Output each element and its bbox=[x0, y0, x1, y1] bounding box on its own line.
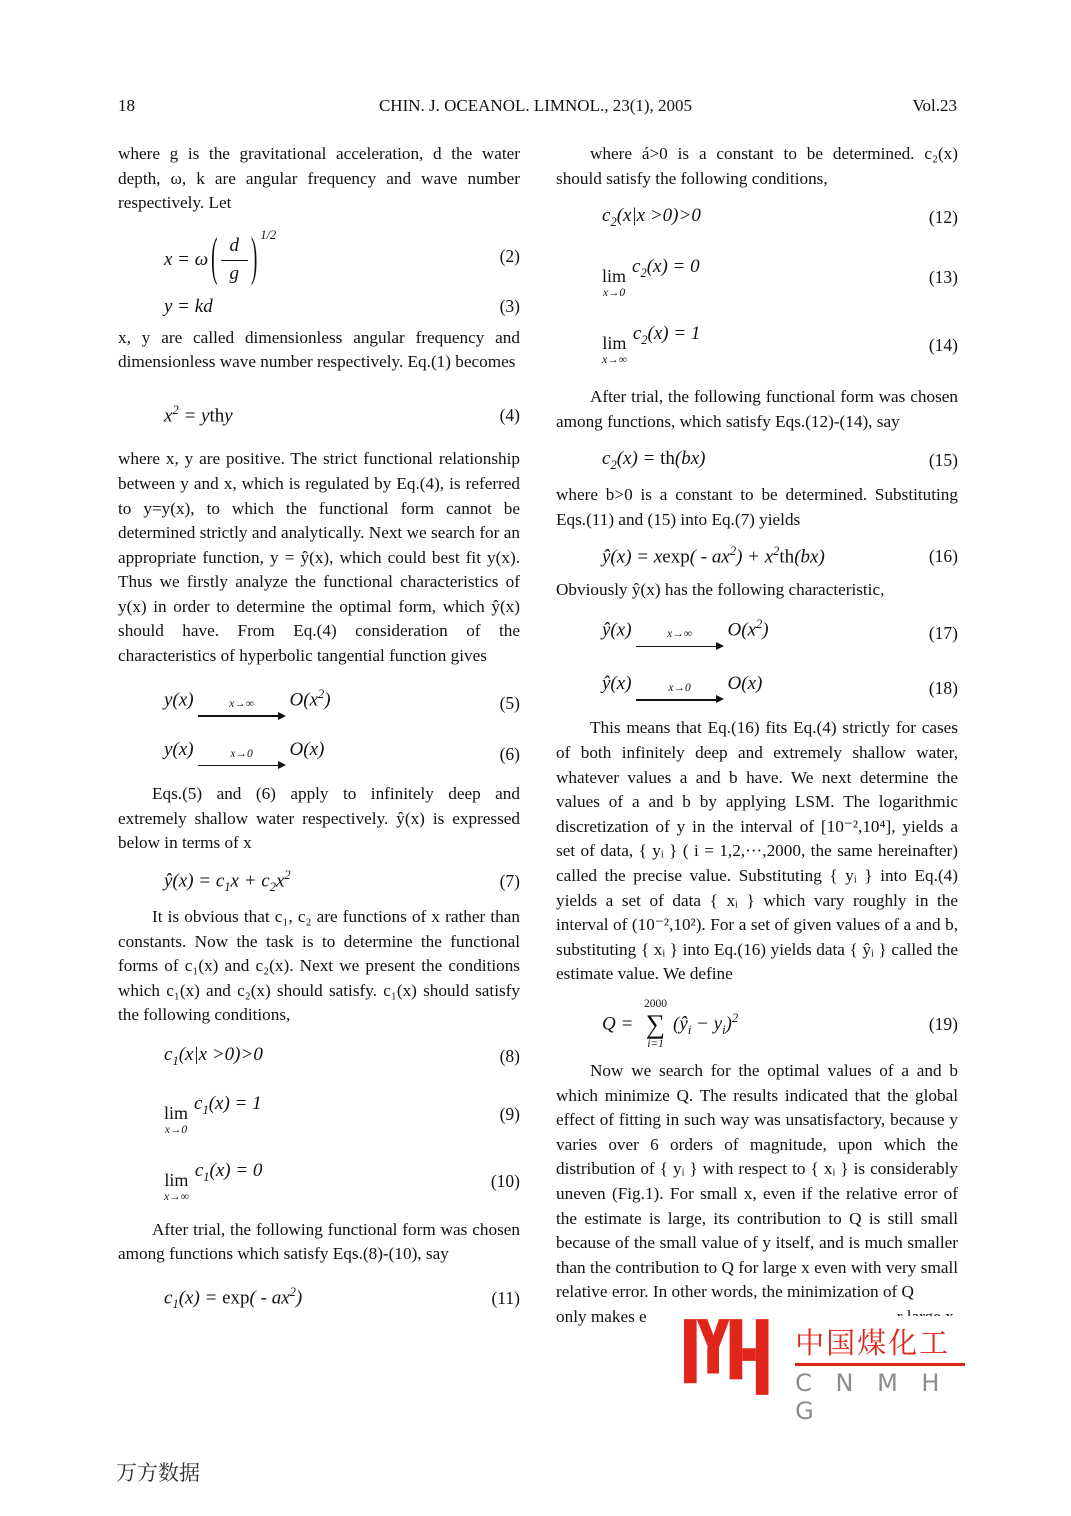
equation-number: (4) bbox=[499, 404, 520, 425]
paragraph: After trial, the following functional form was chosen among functions which satisfy Eqs.(8)-(10), say bbox=[118, 1219, 520, 1264]
equation-19: Q = 2000 ∑ i=1 $(ŷ_i - y_i)^2$ (19) bbox=[602, 997, 958, 1051]
equation-5: y(x) x→∞ $O(x^2)$ (5) bbox=[118, 687, 520, 721]
limit-arrow: x→∞ bbox=[198, 699, 286, 721]
header-volume: Vol.23 bbox=[912, 96, 957, 115]
equation-number: (6) bbox=[499, 743, 520, 764]
wanfang-watermark: 万方数据 bbox=[116, 1461, 200, 1485]
equation-number: (16) bbox=[928, 545, 958, 566]
equation-number: (18) bbox=[928, 678, 958, 699]
equation-number: (2) bbox=[499, 246, 520, 267]
paragraph: where b>0 is a constant to be determined. Substituting Eqs.(11) and (15) into Eq.(7) yields bbox=[556, 484, 958, 529]
equation-number: (17) bbox=[928, 623, 958, 644]
equation-17: ŷ(x) x→∞ $O(x^2)$ (17) bbox=[556, 617, 958, 651]
equation-2: x = ω ( $\frac{d}{g}$ ) $^{1/2}$ (2) bbox=[164, 227, 520, 289]
equation-9: lim x→0 $c_1(x) = 1$ (9) bbox=[164, 1092, 520, 1136]
paragraph: where x, y are positive. The strict functional relationship between y and x, which is regulated by Eq.(4), is referred to y=y(x), to which the functional form cannot be determined strictly and analytically. Next we search for an appropriate function, y = ŷ(x), which could best fit y(x). Thus we firstly analyze the functional characteristics of y(x) in order to determine the optimal form, which ŷ(x) should have. From Eq.(4) consideration of the characteristics of hyperbolic tangential function gives bbox=[118, 449, 520, 666]
last-line-left-fragment: only makes e bbox=[556, 1306, 647, 1326]
cnmhg-logo-icon bbox=[684, 1316, 781, 1398]
equation-12: $c_2(x|x >0)>0$ (12) bbox=[602, 205, 958, 229]
limit-operator: lim x→∞ bbox=[602, 333, 627, 367]
equation-number: (5) bbox=[499, 693, 520, 714]
watermark-underline bbox=[795, 1363, 965, 1366]
equation-3: y = kd (3) bbox=[164, 295, 520, 317]
limit-arrow: x→0 bbox=[636, 683, 724, 705]
equation-15: $c_2(x) = th(bx)$ (15) bbox=[602, 448, 958, 472]
header-page-number: 18 bbox=[118, 96, 135, 115]
limit-arrow: x→∞ bbox=[636, 629, 724, 651]
summation-operator: 2000 ∑ i=1 bbox=[644, 997, 668, 1051]
equation-7: ŷ(x) = $c_1x + c_2x^2$ (7) bbox=[164, 867, 520, 894]
paragraph: where g is the gravitational acceleration, d the water depth, ω, k are angular frequency and wave number respectively. Let bbox=[118, 144, 520, 213]
equation-14: lim x→∞ $c_2(x) = 1$ (14) bbox=[602, 323, 958, 367]
limit-operator: lim x→0 bbox=[164, 1102, 189, 1136]
equation-number: (13) bbox=[928, 267, 958, 288]
paragraph: After trial, the following functional form was chosen among functions, which satisfy Eqs.(12)-(14), say bbox=[556, 386, 958, 431]
equation-18: ŷ(x) x→0 O(x) (18) bbox=[556, 673, 958, 705]
equation-number: (19) bbox=[928, 1014, 958, 1035]
equation-11: $c_1(x) = \exp( - ax^2)$ (11) bbox=[164, 1284, 520, 1311]
equation-number: (11) bbox=[491, 1287, 520, 1308]
limit-operator: lim x→∞ bbox=[164, 1170, 189, 1204]
equation-6: y(x) x→0 O(x) (6) bbox=[118, 739, 520, 771]
watermark-cn-text: 中国煤化工 bbox=[795, 1326, 951, 1360]
paragraph: where á>0 is a constant to be determined. c₂(x) should satisfy the following conditions, bbox=[556, 144, 958, 188]
paragraph: Now we search for the optimal values of a and b which minimize Q. The results indicated that the global effect of fitting in such way was unsatisfactory, because y varies over 6 orders of magnitude, upon which the distribution of { yᵢ } with respect to { xᵢ } is considerably uneven (Fig.1). For small x, even if the relative error of the estimate is large, its contribution to Q is still small because of the small value of y itself, and is much smaller than the contribution to Q for large x even with very small relative error. In other words, the minimization of Q bbox=[556, 1060, 958, 1302]
paragraph: This means that Eq.(16) fits Eq.(4) strictly for cases of both infinitely deep and extremely shallow water, whatever values a and b have. We next determine the values of a and b by applying LSM. The logarithmic discretization of y in the interval of [10⁻²,10⁴], yields a set of data, { yᵢ } ( i = 1,2,···,2000, the same hereinafter) called the precise value. Substituting { yᵢ } into Eq.(4) yields a set of data { xᵢ } which vary roughly in the interval of (10⁻²,10²). For a set of given values of a and b, substituting { xᵢ } into Eq.(16) yields data { ŷᵢ } called the estimate value. We define bbox=[556, 718, 958, 984]
equation-number: (9) bbox=[499, 1103, 520, 1124]
watermark-text-block bbox=[795, 1321, 984, 1425]
equation-number: (7) bbox=[499, 870, 520, 891]
equation-8: $c_1(x|x >0)>0$ (8) bbox=[164, 1043, 520, 1068]
header-journal-title: CHIN. J. OCEANOL. LIMNOL., 23(1), 2005 bbox=[378, 96, 693, 115]
paragraph: It is obvious that c₁, c₂ are functions of x rather than constants. Now the task is to determine the functional forms of c₁(x) and c₂(x). Next we present the conditions which c₁(x) and c₂(x) should satisfy. c₁(x) should satisfy the following conditions, bbox=[118, 906, 520, 1025]
equation-number: (15) bbox=[928, 450, 958, 471]
equation-number: (10) bbox=[490, 1171, 520, 1192]
limit-operator: lim x→0 bbox=[602, 265, 627, 299]
limit-arrow: x→0 bbox=[198, 749, 286, 771]
cnmhg-watermark bbox=[684, 1316, 984, 1425]
equation-number: (14) bbox=[928, 334, 958, 355]
paragraph: Eqs.(5) and (6) apply to infinitely deep and extremely shallow water respectively. ŷ(x) is expressed below in terms of x bbox=[118, 784, 520, 853]
equation-number: (12) bbox=[928, 207, 958, 228]
equation-10: lim x→∞ $c_1(x) = 0$ (10) bbox=[164, 1160, 520, 1204]
paragraph: x, y are called dimensionless angular frequency and dimensionless wave number respectively. Eq.(1) becomes bbox=[118, 327, 520, 372]
column-right bbox=[556, 142, 958, 1329]
equation-16: ŷ(x) = $xexp( - ax^2) + x^2th(bx)$ (16) bbox=[602, 544, 958, 568]
equation-4: $x^2$ = ythy (4) bbox=[164, 403, 520, 427]
column-left bbox=[118, 142, 520, 1312]
watermark-latin-text: C N M H G bbox=[795, 1369, 948, 1425]
equation-number: (3) bbox=[499, 296, 520, 317]
equation-13: lim x→0 $c_2(x) = 0$ (13) bbox=[602, 255, 958, 299]
equation-number: (8) bbox=[499, 1045, 520, 1066]
paragraph: Obviously ŷ(x) has the following characteristic, bbox=[556, 580, 885, 600]
